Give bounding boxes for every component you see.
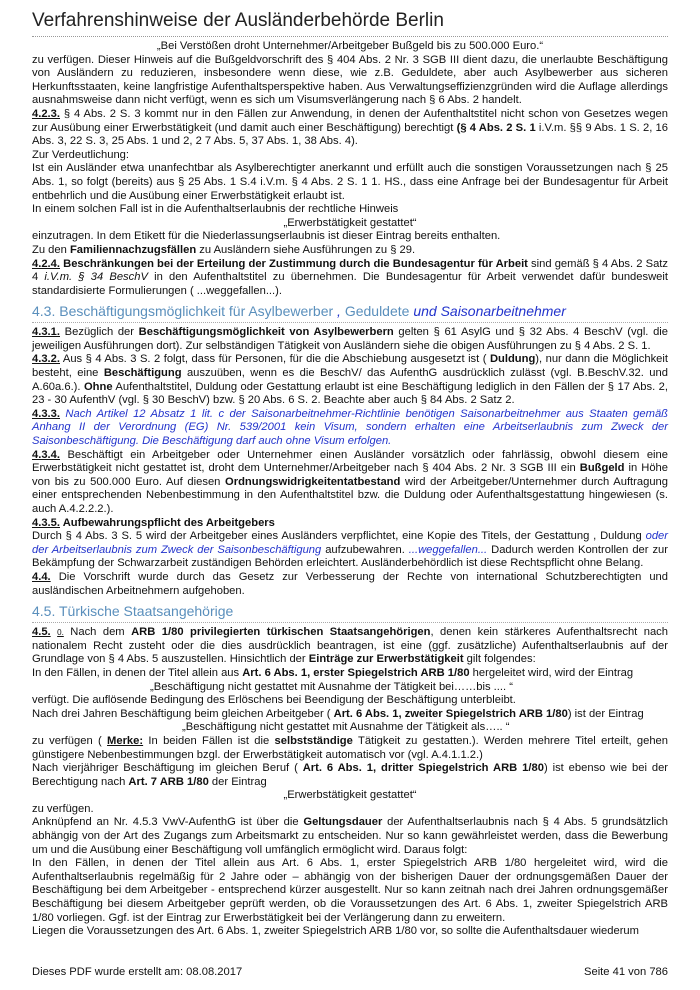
paragraph: In den Fällen, in denen der Titel allein aus Art. 6 Abs. 1, erster Spiegelstrich ARB 1/80 hergeleitet wird, wird der Eintrag (32, 666, 634, 679)
notice-quote: „Erwerbstätigkeit gestattet“ (283, 789, 417, 802)
paragraph-4-2-3: 4.2.3. § 4 Abs. 2 S. 3 kommt nur in den Fällen zur Anwendung, in denen der Aufenthaltstitel nicht schon von Gesetzes wegen zur Ausübung einer Erwerbstätigkeit (und damit auch einer Beschäftigung) berechtigt (§ 4 Abs. 2 S. 1 i.V.m. §§ 9 Abs. 1 S. 2, 16 Abs. 3, 22 S. 3, 25 Abs. 1 und 2, 2 7 Abs. 5, 37 Abs. 1, 38 Abs. 4). (32, 107, 668, 148)
notice-quote: „Beschäftigung nicht gestattet mit Ausnahme der Tätigkeit bei……bis .... “ (150, 680, 513, 693)
section-number: 4.3.3. (32, 407, 60, 420)
paragraph: In einem solchen Fall ist in die Aufenthaltserlaubnis der rechtliche Hinweis (32, 203, 399, 216)
paragraph: verfügt. Die auflösende Bedingung des Erlöschens bei Beendigung der Beschäftigung unterbleibt. (32, 694, 516, 707)
section-heading-4-3: 4.3. Beschäftigungsmöglichkeit für Asylbewerber , Geduldete und Saisonarbeitnehmer (32, 303, 668, 323)
paragraph: einzutragen. In dem Etikett für die Niederlassungserlaubnis ist dieser Eintrag bereits enthalten. (32, 230, 501, 243)
section-number: 4.5. (32, 626, 51, 639)
paragraph: zu verfügen. Dieser Hinweis auf die Bußgeldvorschrift des § 404 Abs. 2 Nr. 3 SGB III dient dazu, die unerlaubte Beschäftigung von Ausländern zu reduzieren, insbesondere wenn diese, wie z.B. Geduldete, aber auch Asylbewerber aus sicheren Herkunftsstaaten, keine langfristige Aufenthaltsperspektive haben. Aus Verwaltungseffizienzgründen wird die Auflage allerdings ausnahmsweise dann nicht verfügt, wenn es sich um Visumsverlängerung nach § 6 Abs. 2 handelt. (32, 53, 668, 107)
paragraph-4-2-4: 4.2.4. Beschränkungen bei der Erteilung der Zustimmung durch die Bundesagentur für Arbeit sind gemäß § 4 Abs. 2 Satz 4 i.V.m. § 34 BeschV in den Aufenthaltstitel zu übernehmen. Die Bundesagentur für Arbeit verwendet dafür bundesweit standardisierte Formulierungen ( ...weggefallen...). (32, 257, 669, 297)
paragraph-4-3-3: 4.3.3. Nach Artikel 12 Absatz 1 lit. c der Saisonarbeitnehmer-Richtlinie benötigen Saisonarbeitnehmer aus Staaten gemäß Anhang II der Verordnung (EG) Nr. 539/2001 kein Visum, sondern erhalten eine Arbeitserlaubnis zum Zweck der Saisonbeschäftigung. Die Beschäftigung darf auch ohne Visum erfolgen. (32, 407, 668, 448)
paragraph: Liegen die Voraussetzungen des Art. 6 Abs. 1, zweiter Spiegelstrich ARB 1/80 vor, so sollte die Aufenthaltsdauer wiederum (32, 925, 639, 938)
section-number: 4.3.1. (32, 326, 60, 339)
paragraph-4-3-5: Durch § 4 Abs. 3 S. 5 wird der Arbeitgeber eines Ausländers verpflichtet, eine Kopie des Titels, der Gestattung , Duldung oder der Arbeitserlaubnis zum Zweck der Saisonbeschäftigung aufzubewahren. ...weggefallen... Dadurch werden Kontrollen der zur Bekämpfung der Schwarzarbeit zuständigen Behörden erleichtert. Ausländerbehördlich ist diese Rechtspflicht ohne Belang. (32, 530, 668, 570)
paragraph-4-5: 4.5. 0. Nach dem ARB 1/80 privilegierten türkischen Staatsangehörigen, denen kein stärkeres Aufenthaltsrecht nach nationalem Recht zusteht oder die dies ausdrücklich beantragen, ist eine (ggf. zusätzliche) Aufenthaltserlaubnis auf der Grundlage von § 4 Abs. 5 auszustellen. Hinsichtlich der Einträge zur Erwerbstätigkeit gilt folgendes: (32, 626, 668, 666)
penalty-notice-quote: „Bei Verstößen droht Unternehmer/Arbeitgeber Bußgeld bis zu 500.000 Euro.“ (156, 40, 544, 52)
subsection-marker: 0. (57, 628, 64, 638)
paragraph: Ist ein Ausländer etwa unanfechtbar als Asylberechtigter anerkannt und erfüllt auch die sonstigen Voraussetzungen nach § 25 Abs. 1, so folgt (bereits) aus § 25 Abs. 1 S.4 i.V.m. § 4 Abs. 2 S. 1 1. HS., dass eine Anfrage bei der Bundesagentur für Arbeit entbehrlich und die Ausübung einer Erwerbstätigkeit erlaubt ist. (32, 162, 668, 202)
paragraph: Nach drei Jahren Beschäftigung beim gleichen Arbeitgeber ( Art. 6 Abs. 1, zweiter Spiegelstrich ARB 1/80) ist der Eintrag (32, 707, 644, 720)
section-number: 4.3.4. (32, 448, 60, 461)
paragraph-4-3-2: 4.3.2. Aus § 4 Abs. 3 S. 2 folgt, dass für Personen, für die die Abschiebung ausgesetzt ist ( Duldung), nur dann die Möglichkeit besteht, eine Beschäftigung auszuüben, wenn es die BeschV/ das AufenthG ausdrücklich zulässt (vgl. B.BeschV.32. und A.60a.6.). Ohne Aufenthaltstitel, Duldung oder Gestattung erlaubt ist eine Beschäftigung lediglich in den Fällen der § 17 Abs. 2, 23 - 30 AufenthV (vgl. § 30 BeschV) bzw. § 20 Abs. 6 S. 2. Beachte aber auch § 84 Abs. 2 Satz 2. (32, 353, 668, 407)
paragraph: Anknüpfend an Nr. 4.5.3 VwV-AufenthG ist über die Geltungsdauer der Aufenthaltserlaubnis nach § 4 Abs. 5 grundsätzlich abhängig von der Art des Zugangs zum Arbeitsmarkt zu entscheiden. Nur so kann gewährleistet werden, dass die Bewerbung um und die Ausübung einer Beschäftigung voll umfänglich ermöglicht wird. Daraus folgt: (32, 816, 669, 856)
notice-quote: „Beschäftigung nicht gestattet mit Ausnahme der Tätigkeit als….. “ (182, 721, 510, 734)
paragraph-4-3-1: 4.3.1. Bezüglich der Beschäftigungsmöglichkeit von Asylbewerbern gelten § 61 AsylG und § 32 Abs. 4 BeschV (vgl. die jeweiligen Ausführungen dort). Zur selbständigen Tätigkeit von Ausländern siehe die obigen Ausführungen zu § 4 Abs. 2 S. 1. (32, 326, 669, 352)
paragraph-4-3-4: 4.3.4. Beschäftigt ein Arbeitgeber oder Unternehmer einen Ausländer vorsätzlich oder fahrlässig, obwohl diesem eine Erwerbstätigkeit nicht gestattet ist, droht dem Unternehmer/Arbeitgeber nach § 404 Abs. 2 Nr. 3 SGB III ein Bußgeld in Höhe von bis zu 500.000 Euro. Auf diesen Ordnungswidrigkeitentatbestand wird der Arbeitgeber/Unternehmer durch Auftragung einer entsprechenden Nebenbestimmung in den Aufenthaltstitel bzw. die Duldung oder Aufenthaltsgestattung hingewiesen (s. auch A.4.2.2.2.). (32, 448, 669, 515)
paragraph-4-3-5-heading: 4.3.5. Aufbewahrungspflicht des Arbeitgebers (32, 516, 275, 529)
document-body (32, 40, 668, 939)
paragraph: Nach vierjähriger Beschäftigung im gleichen Beruf ( Art. 6 Abs. 1, dritter Spiegelstrich ARB 1/80) ist ebenso wie bei der Berechtigung nach Art. 7 ARB 1/80 der Eintrag (32, 762, 669, 788)
section-heading-4-5: 4.5. Türkische Staatsangehörige (32, 603, 668, 623)
section-number: 4.2.4. (32, 257, 60, 270)
section-number: 4.3.2. (32, 353, 60, 366)
paragraph: Zur Verdeutlichung: (32, 148, 130, 161)
footer-page-number: Seite 41 von 786 (584, 966, 668, 978)
paragraph: zu verfügen ( Merke: In beiden Fällen ist die selbstständige Tätigkeit zu gestatten.). Werden mehrere Titel erteilt, gehen günstigere Nebenbestimmungen bzgl. der Erwerbstätigkeit automatisch vor (vgl. A.4.1.1.2.) (32, 734, 668, 761)
section-number: 4.3.5. (32, 516, 60, 529)
header-divider (32, 36, 668, 37)
paragraph-4-4: 4.4. Die Vorschrift wurde durch das Gesetz zur Verbesserung der Rechte von international Schutzberechtigten und ausländischen Arbeitnehmern aufgehoben. (32, 570, 668, 597)
paragraph: In den Fällen, in denen der Titel allein aus Art. 6 Abs. 1, erster Spiegelstrich ARB 1/80 hergeleitet wird, wird die Aufenthaltserlaubnis regelmäßig für 2 Jahre oder – abhängig von der bisherigen Dauer der ordnungsgemäßen Dauer der Beschäftigung bei dem Arbeitgeber - entsprechend kürzer ausgestellt. Nur so kann zeitnah nach drei Jahren ordnungsgemäßer Beschäftigung bei diesem Arbeitgeber geprüft werden, ob die Voraussetzungen des Art. 6 Abs. 1, zweiter Spiegelstrich ARB 1/80 vorliegen. Ggf. ist der Eintrag zur Erwerbstätigkeit bei der Verlängerung dann zu erweitern. (32, 857, 668, 924)
section-number: 4.2.3. (32, 107, 60, 120)
section-number: 4.4. (32, 570, 51, 583)
page-header-title: Verfahrenshinweise der Ausländerbehörde Berlin (32, 10, 444, 31)
paragraph: zu verfügen. (32, 802, 94, 815)
paragraph: Zu den Familiennachzugsfällen zu Ausländern siehe Ausführungen zu § 29. (32, 243, 416, 256)
footer-created-date: Dieses PDF wurde erstellt am: 08.08.2017 (32, 966, 243, 978)
notice-quote: „Erwerbstätigkeit gestattet“ (283, 216, 417, 229)
